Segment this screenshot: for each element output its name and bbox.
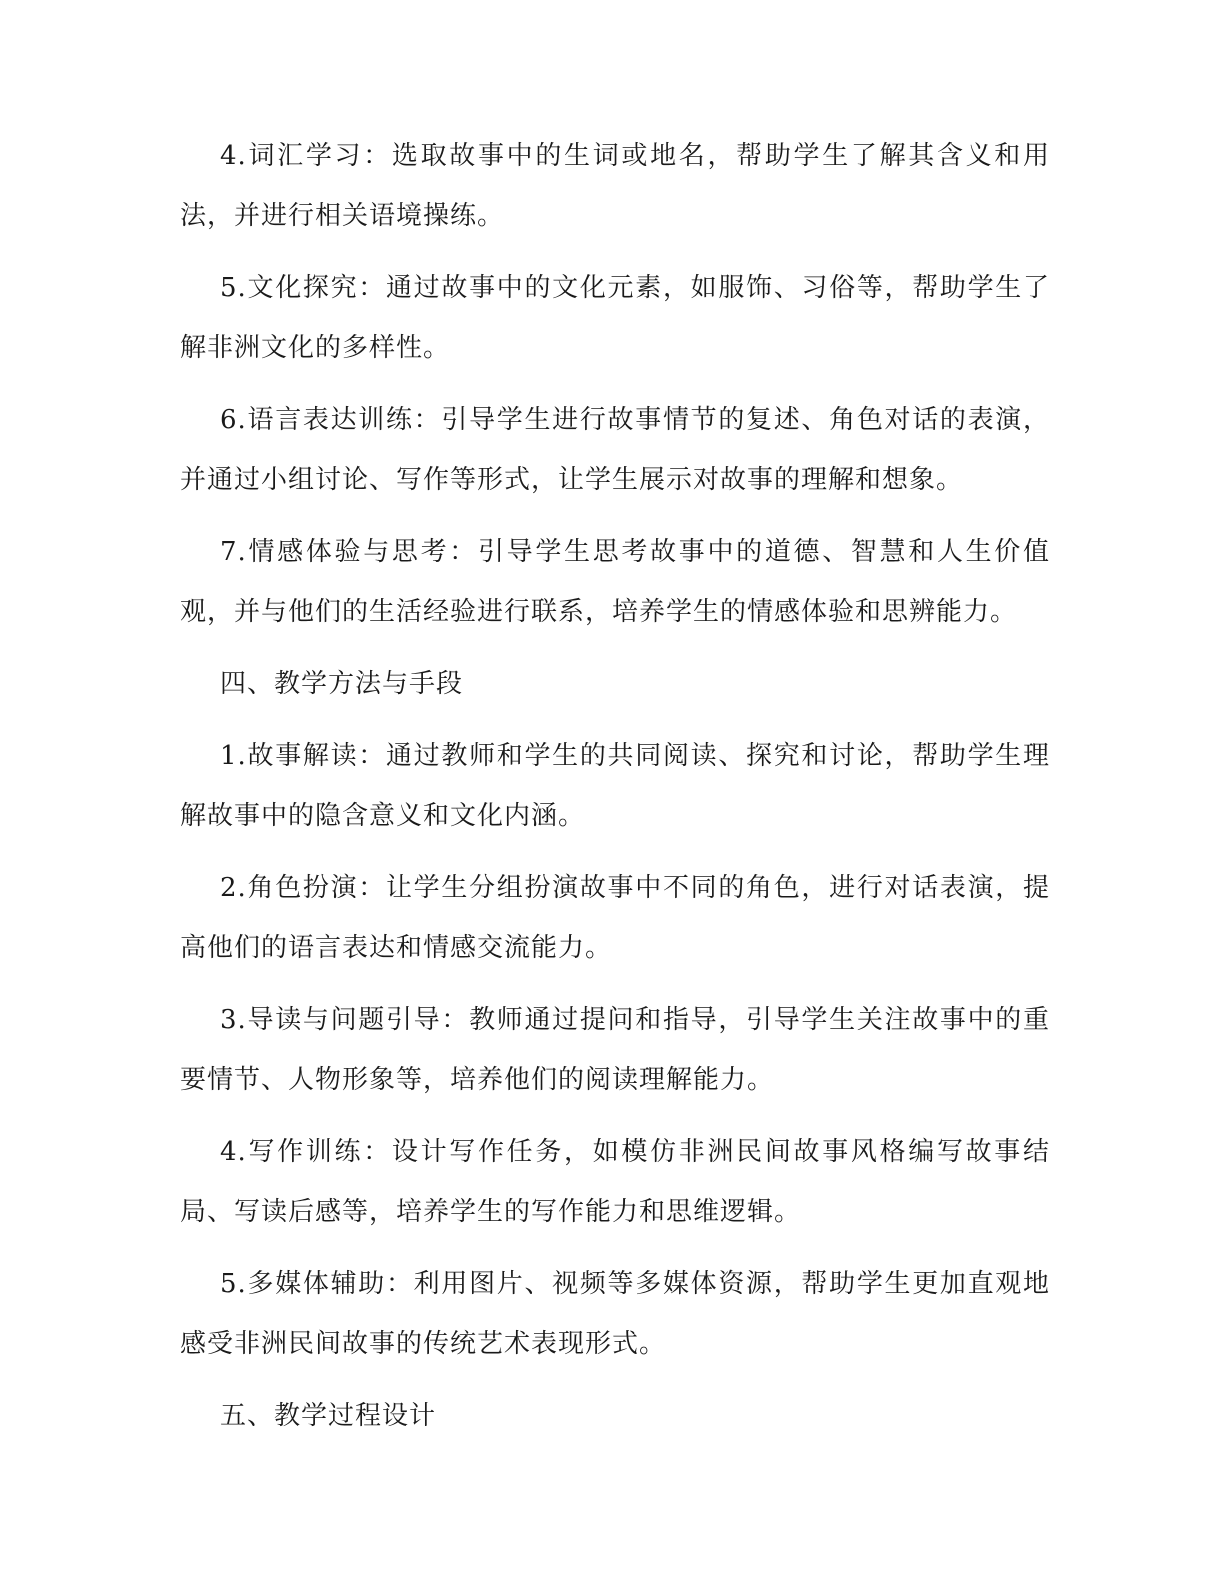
paragraph-vocabulary-learning: 4.词汇学习：选取故事中的生词或地名，帮助学生了解其含义和用法，并进行相关语境操练。 bbox=[180, 141, 1050, 231]
section-heading-methods: 四、教学方法与手段 bbox=[220, 669, 464, 699]
document-body bbox=[180, 126, 1050, 1458]
paragraph-language-expression: 6.语言表达训练：引导学生进行故事情节的复述、角色对话的表演，并通过小组讨论、写作等形式，让学生展示对故事的理解和想象。 bbox=[180, 405, 1050, 495]
paragraph-story-interpretation: 1.故事解读：通过教师和学生的共同阅读、探究和讨论，帮助学生理解故事中的隐含意义和文化内涵。 bbox=[180, 741, 1050, 831]
paragraph-multimedia: 5.多媒体辅助：利用图片、视频等多媒体资源，帮助学生更加直观地感受非洲民间故事的传统艺术表现形式。 bbox=[180, 1269, 1050, 1359]
section-heading-process-design: 五、教学过程设计 bbox=[220, 1401, 437, 1431]
paragraph-guided-reading: 3.导读与问题引导：教师通过提问和指导，引导学生关注故事中的重要情节、人物形象等，培养他们的阅读理解能力。 bbox=[180, 1005, 1050, 1095]
paragraph-writing-training: 4.写作训练：设计写作任务，如模仿非洲民间故事风格编写故事结局、写读后感等，培养学生的写作能力和思维逻辑。 bbox=[180, 1137, 1050, 1227]
paragraph-role-play: 2.角色扮演：让学生分组扮演故事中不同的角色，进行对话表演，提高他们的语言表达和情感交流能力。 bbox=[180, 873, 1050, 963]
paragraph-culture-exploration: 5.文化探究：通过故事中的文化元素，如服饰、习俗等，帮助学生了解非洲文化的多样性。 bbox=[180, 273, 1050, 363]
paragraph-emotional-experience: 7.情感体验与思考：引导学生思考故事中的道德、智慧和人生价值观，并与他们的生活经验进行联系，培养学生的情感体验和思辨能力。 bbox=[180, 537, 1050, 627]
